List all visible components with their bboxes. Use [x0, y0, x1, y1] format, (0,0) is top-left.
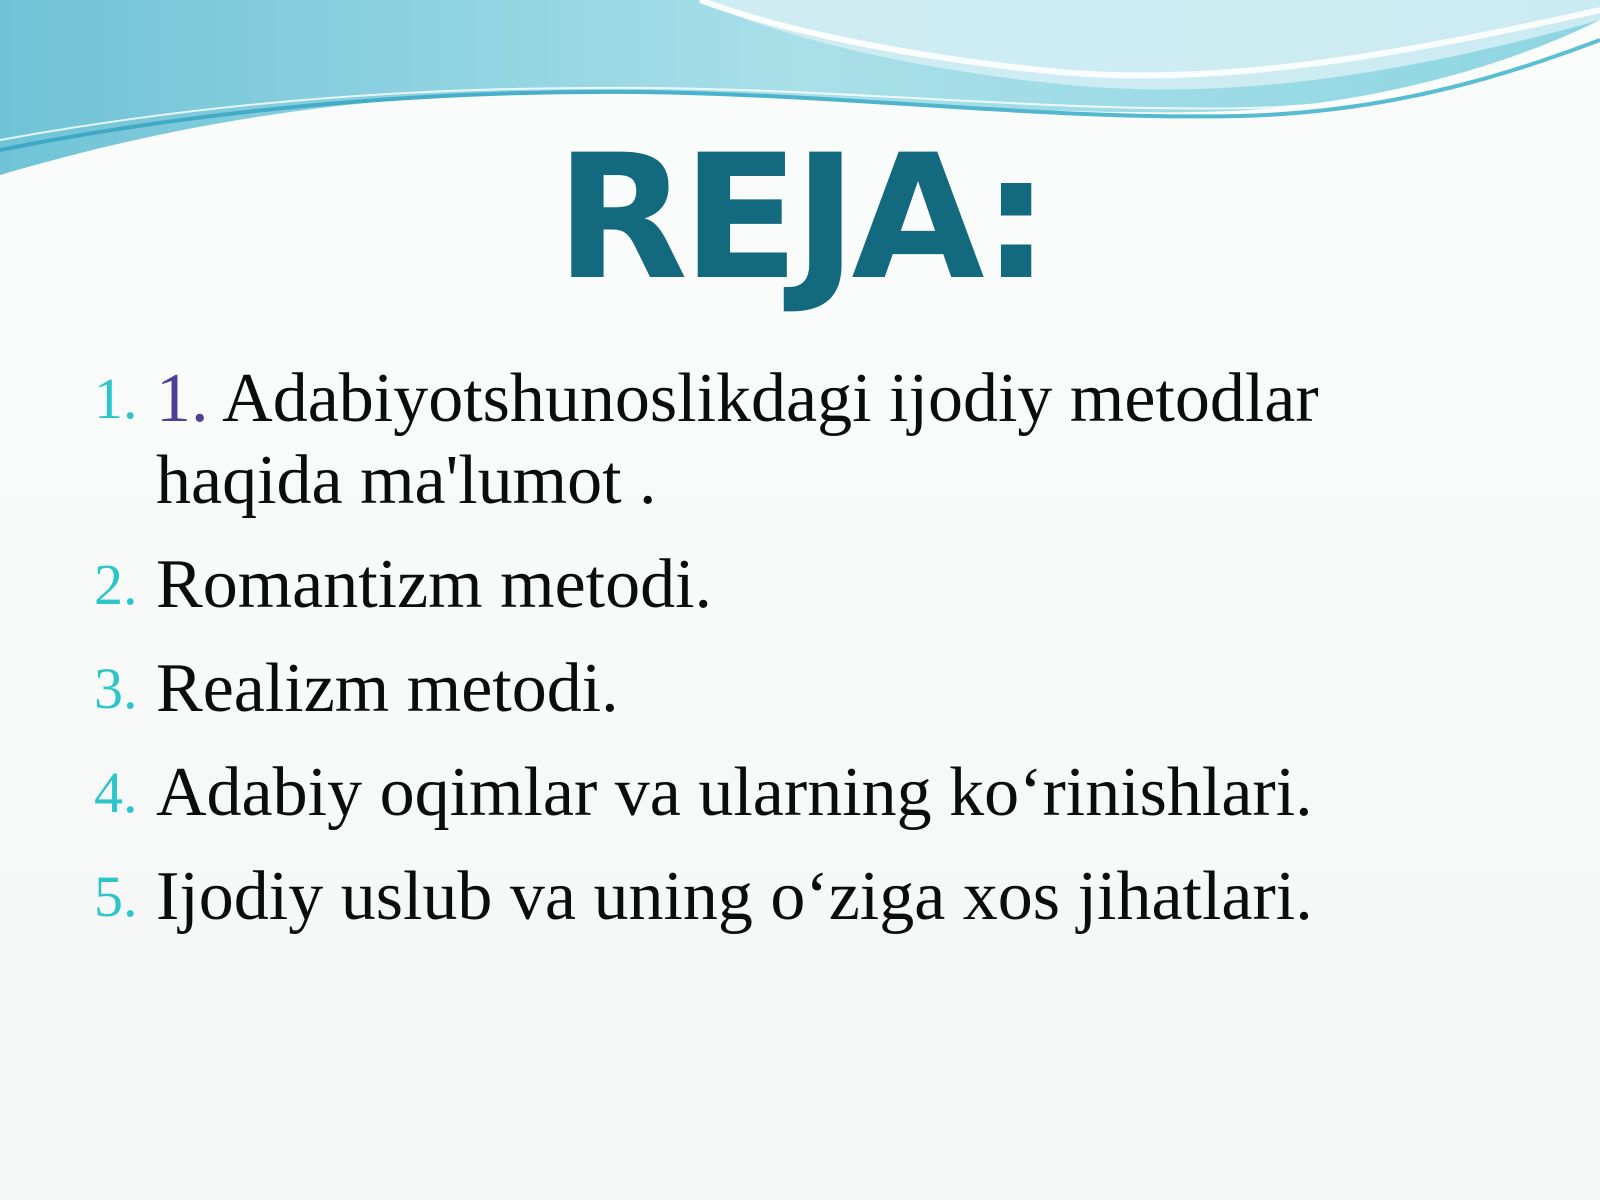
inner-number: 1.: [156, 360, 209, 437]
list-number: 5.: [94, 864, 138, 929]
plan-list: [94, 358, 1514, 960]
list-item: [94, 358, 1514, 522]
list-item: [94, 752, 1514, 834]
list-item-label: Romantizm metodi.: [156, 546, 713, 623]
list-number: 3.: [94, 656, 138, 721]
list-item: [94, 544, 1514, 626]
list-item-text: [156, 358, 1514, 522]
list-item-label: Ijodiy uslub va uning o‘ziga xos jihatlari.: [156, 858, 1313, 935]
slide-title: REJA:: [555, 117, 1045, 318]
list-number: 4.: [94, 760, 138, 825]
list-item: [94, 648, 1514, 730]
list-item-label: Adabiy oqimlar va ularning ko‘rinishlari.: [156, 754, 1313, 831]
list-item-label: Realizm metodi.: [156, 650, 619, 727]
list-number: 2.: [94, 552, 138, 617]
list-number: 1.: [94, 366, 138, 431]
list-item: [94, 856, 1514, 938]
list-item-label: Adabiyotshunoslikdagi ijodiy metodlar haqida ma'lumot .: [156, 360, 1319, 519]
